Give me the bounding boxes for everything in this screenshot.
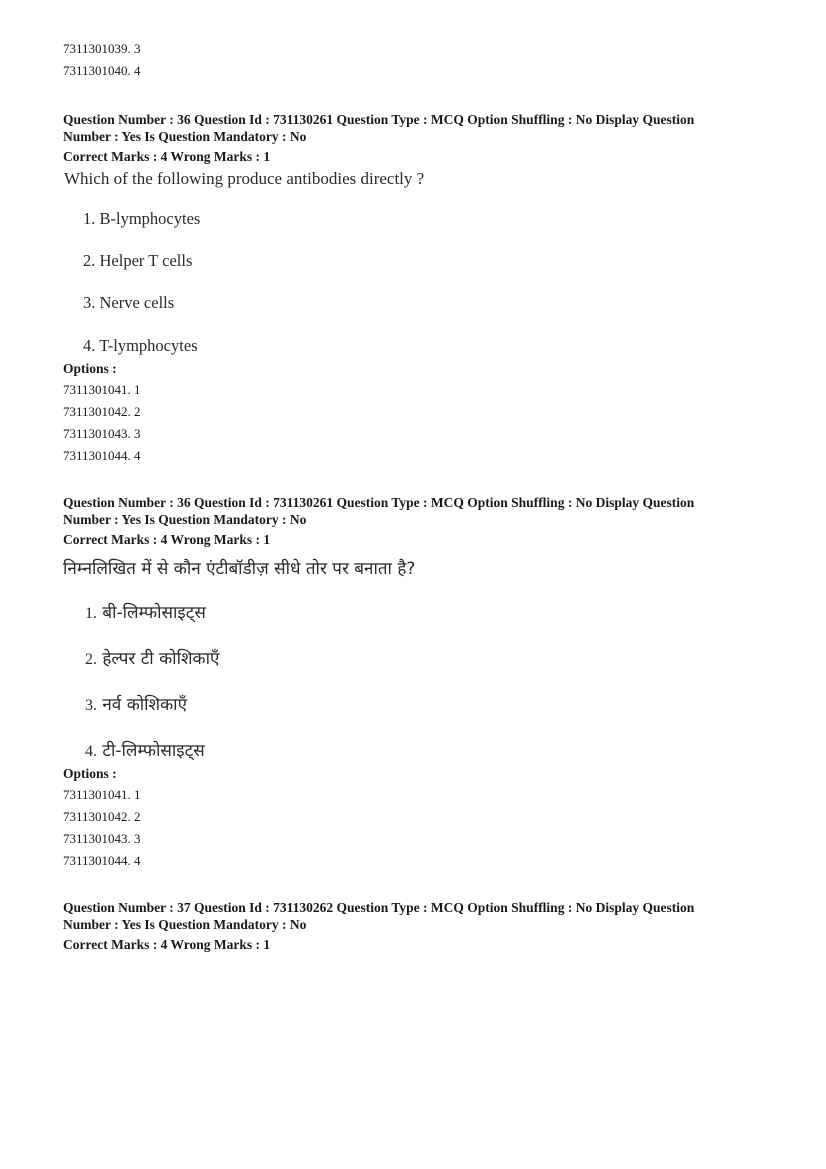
q36-hi-option-3: 7311301043. 3 [63, 831, 141, 846]
q36-hi-meta-line2: Number : Yes Is Question Mandatory : No [63, 512, 307, 527]
prev-option-4: 7311301040. 4 [63, 63, 141, 78]
q36-hi-choice-1 [85, 600, 206, 623]
q36-hi-question-text: निम्नलिखित में से कौन एंटीबॉडीज़ सीधे तोर पर बनाता है? [63, 559, 416, 579]
q36-hi-option-1: 7311301041. 1 [63, 787, 141, 802]
q36-hi-option-2: 7311301042. 2 [63, 809, 141, 824]
q36-hi-options-label: Options : [63, 766, 117, 781]
q36-en-choice-3: 3. Nerve cells [83, 293, 175, 312]
q36-hi-choice-4-text: टी-लिम्फोसाइट्स [102, 741, 205, 761]
q36-en-choice-4: 4. T-lymphocytes [83, 336, 198, 355]
q36-en-marks: Correct Marks : 4 Wrong Marks : 1 [63, 149, 271, 164]
q36-en-question-text: Which of the following produce antibodies directly ? [64, 169, 425, 188]
q36-hi-choice-3-text: नर्व कोशिकाएँ [102, 695, 187, 715]
q36-en-option-2: 7311301042. 2 [63, 404, 141, 419]
q36-en-option-1: 7311301041. 1 [63, 382, 141, 397]
q36-hi-choice-1-text: बी-लिम्फोसाइट्स [102, 603, 206, 623]
q36-hi-choice-3-num: 3. [85, 697, 97, 714]
q36-en-choice-2: 2. Helper T cells [83, 251, 193, 270]
q36-hi-marks: Correct Marks : 4 Wrong Marks : 1 [63, 532, 271, 547]
q36-hi-choice-1-num: 1. [85, 605, 97, 622]
q37-meta-line2: Number : Yes Is Question Mandatory : No [63, 917, 307, 932]
q36-hi-choice-4 [85, 738, 205, 761]
q36-hi-choice-2-text: हेल्पर टी कोशिकाएँ [102, 649, 220, 669]
q36-en-option-3: 7311301043. 3 [63, 426, 141, 441]
prev-option-3: 7311301039. 3 [63, 41, 141, 56]
q36-hi-choice-4-num: 4. [85, 743, 97, 760]
q36-hi-choice-2-num: 2. [85, 651, 97, 668]
q36-en-meta-line2: Number : Yes Is Question Mandatory : No [63, 129, 307, 144]
q36-en-option-4: 7311301044. 4 [63, 448, 141, 463]
q37-meta-line1: Question Number : 37 Question Id : 731130262 Question Type : MCQ Option Shuffling : No Display Question [63, 900, 695, 915]
q36-en-options-label: Options : [63, 361, 117, 376]
q36-en-meta-line1: Question Number : 36 Question Id : 731130261 Question Type : MCQ Option Shuffling : No Display Question [63, 112, 695, 127]
q37-marks: Correct Marks : 4 Wrong Marks : 1 [63, 937, 271, 952]
q36-hi-choice-2 [85, 646, 219, 669]
q36-hi-meta-line1: Question Number : 36 Question Id : 731130261 Question Type : MCQ Option Shuffling : No Display Question [63, 495, 695, 510]
q36-en-choice-1: 1. B-lymphocytes [83, 209, 201, 228]
q36-hi-choice-3 [85, 692, 187, 715]
q36-hi-option-4: 7311301044. 4 [63, 853, 141, 868]
